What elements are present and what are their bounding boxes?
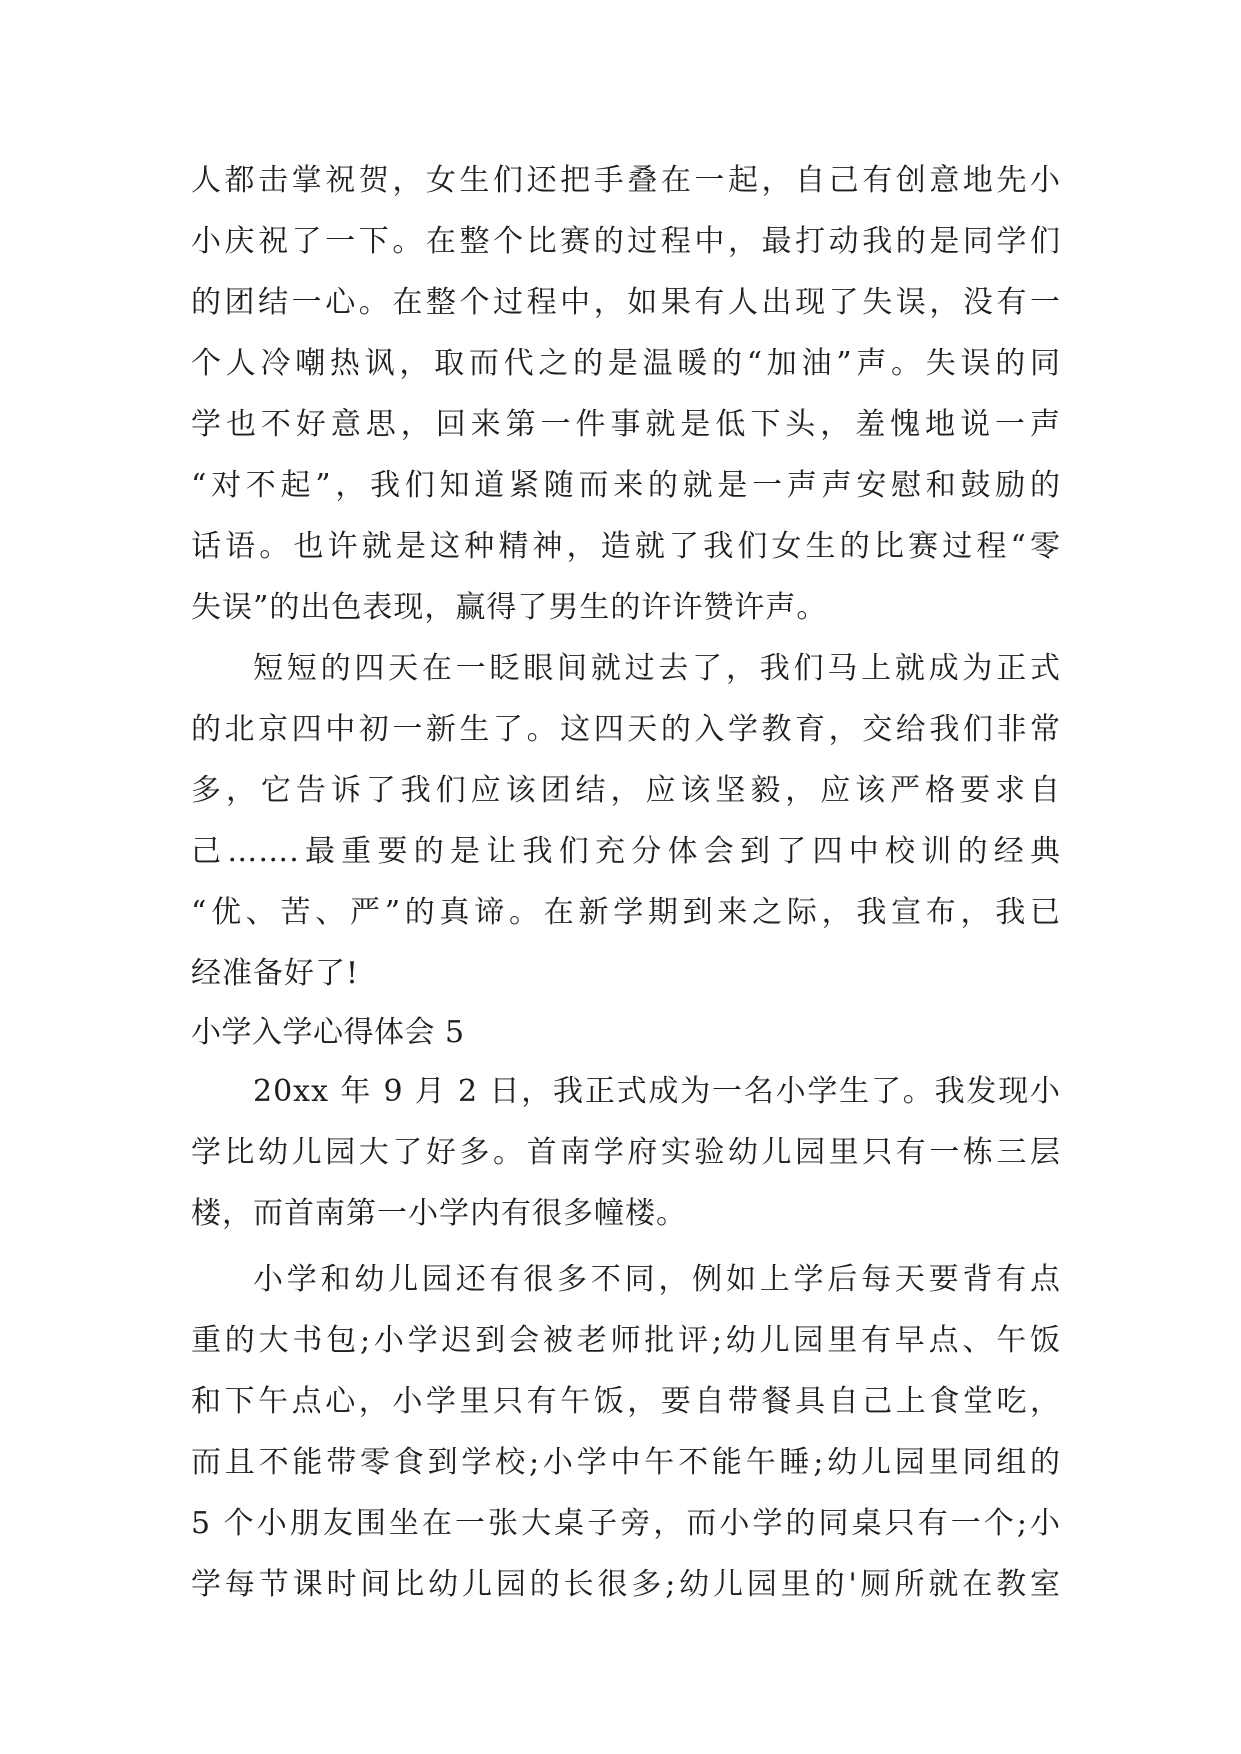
text-line: 多，它告诉了我们应该团结，应该坚毅，应该严格要求自	[191, 773, 1061, 808]
text-line: 而且不能带零食到学校;小学中午不能午睡;幼儿园里同组的	[191, 1445, 1061, 1480]
text-line: 小庆祝了一下。在整个比赛的过程中，最打动我的是同学们	[191, 224, 1061, 259]
text-line: 楼，而首南第一小学内有很多幢楼。	[191, 1196, 687, 1231]
text-line: 小学和幼儿园还有很多不同，例如上学后每天要背有点	[253, 1262, 1061, 1297]
text-line: “优、苦、严”的真谛。在新学期到来之际，我宣布，我已	[191, 895, 1061, 930]
text-line: 的团结一心。在整个过程中，如果有人出现了失误，没有一	[191, 285, 1061, 320]
text-line: 个人冷嘲热讽，取而代之的是温暖的“加油”声。失误的同	[191, 346, 1061, 381]
text-line: 学每节课时间比幼儿园的长很多;幼儿园里的'厕所就在教室	[191, 1567, 1061, 1602]
text-line: 短短的四天在一眨眼间就过去了，我们马上就成为正式	[253, 651, 1061, 686]
text-line: 己…….最重要的是让我们充分体会到了四中校训的经典	[191, 834, 1061, 869]
text-line: 失误”的出色表现，赢得了男生的许许赞许声。	[191, 590, 828, 625]
text-line: “对不起”，我们知道紧随而来的就是一声声安慰和鼓励的	[191, 468, 1061, 503]
text-line: 人都击掌祝贺，女生们还把手叠在一起，自己有创意地先小	[191, 163, 1061, 198]
text-line: 重的大书包;小学迟到会被老师批评;幼儿园里有早点、午饭	[191, 1323, 1061, 1358]
text-line: 话语。也许就是这种精神，造就了我们女生的比赛过程“零	[191, 529, 1061, 564]
text-line: 的北京四中初一新生了。这四天的入学教育，交给我们非常	[191, 712, 1061, 747]
text-line: 学也不好意思，回来第一件事就是低下头，羞愧地说一声	[191, 407, 1061, 442]
text-line: 和下午点心，小学里只有午饭，要自带餐具自己上食堂吃，	[191, 1384, 1061, 1419]
section-heading: 小学入学心得体会 5	[191, 1015, 465, 1050]
text-line: 学比幼儿园大了好多。首南学府实验幼儿园里只有一栋三层	[191, 1135, 1061, 1170]
text-line: 20xx 年 9 月 2 日，我正式成为一名小学生了。我发现小	[253, 1074, 1061, 1109]
text-line: 5 个小朋友围坐在一张大桌子旁，而小学的同桌只有一个;小	[191, 1506, 1061, 1541]
text-line: 经准备好了!	[191, 956, 360, 991]
